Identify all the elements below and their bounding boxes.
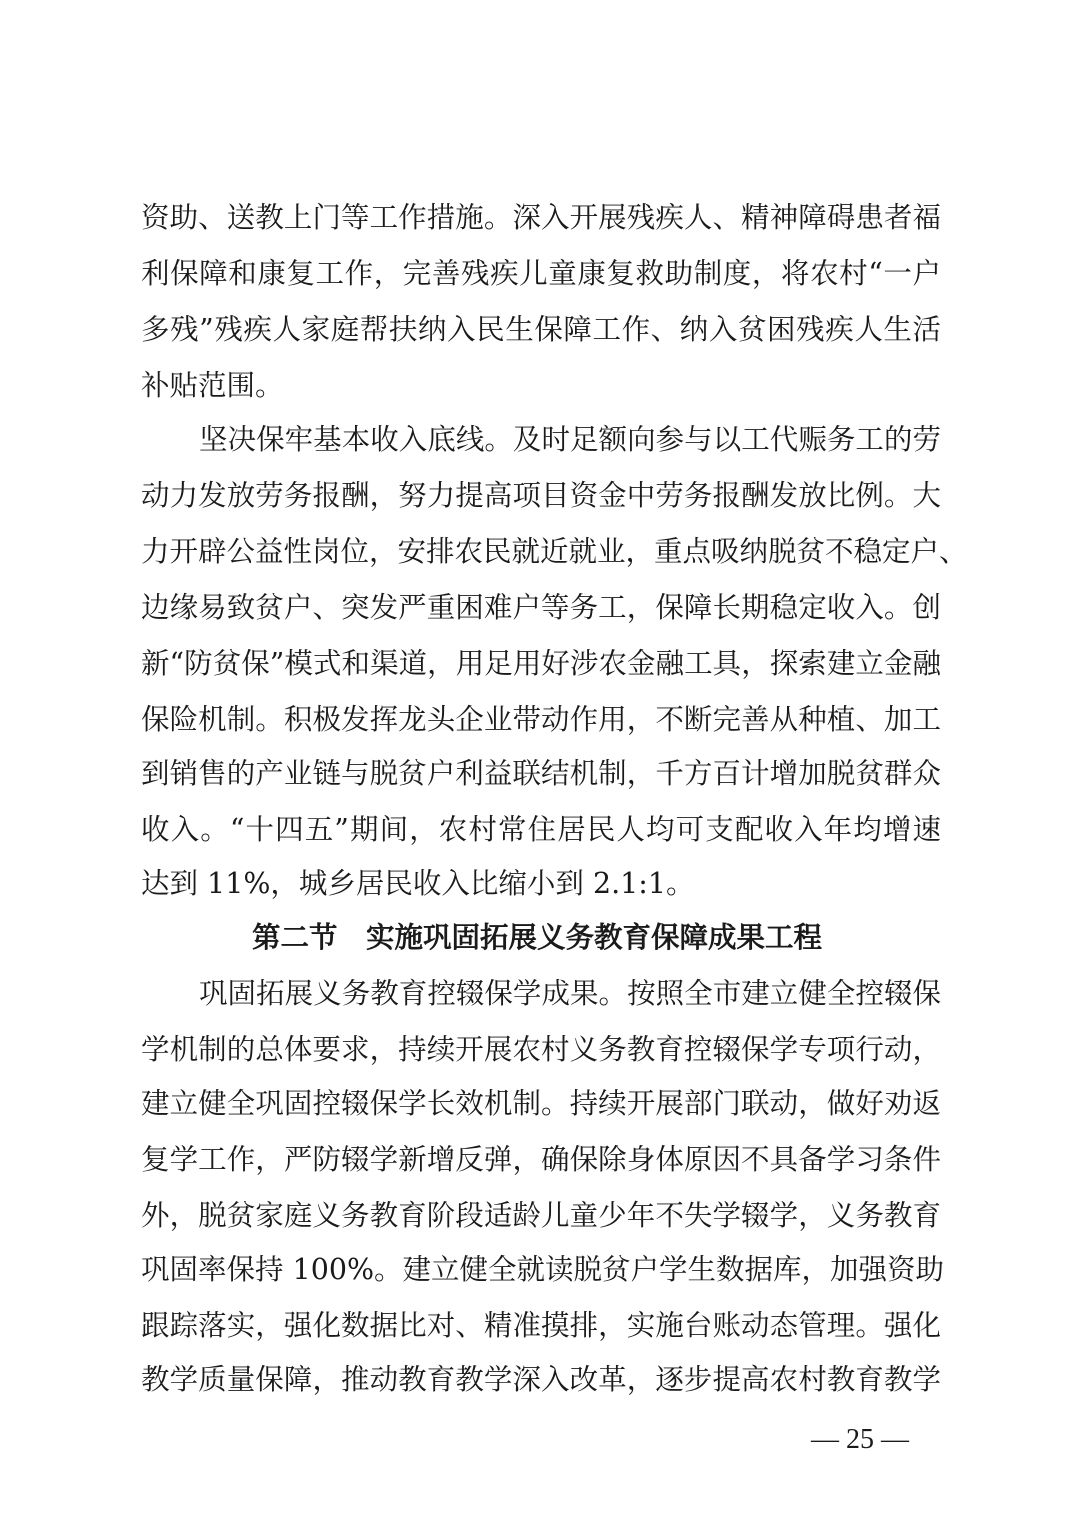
paragraph-2-line: 保险机制。积极发挥龙头企业带动作用，不断完善从种植、加工 bbox=[141, 703, 941, 736]
paragraph-3-line: 外，脱贫家庭义务教育阶段适龄儿童少年不失学辍学，义务教育 bbox=[141, 1199, 941, 1232]
paragraph-3-line: 教学质量保障，推动教育教学深入改革，逐步提高农村教育教学 bbox=[141, 1363, 941, 1396]
paragraph-3-line: 巩固率保持 100%。建立健全就读脱贫户学生数据库，加强资助 bbox=[141, 1253, 945, 1286]
paragraph-3-line: 学机制的总体要求，持续开展农村义务教育控辍保学专项行动， bbox=[141, 1033, 941, 1066]
paragraph-1-line: 利保障和康复工作，完善残疾儿童康复救助制度，将农村“一户 bbox=[141, 257, 941, 290]
paragraph-2-line: 新“防贫保”模式和渠道，用足用好涉农金融工具，探索建立金融 bbox=[141, 647, 941, 680]
paragraph-2-line: 力开辟公益性岗位，安排农民就近就业，重点吸纳脱贫不稳定户、 bbox=[141, 535, 968, 568]
paragraph-2-line: 达到 11%，城乡居民收入比缩小到 2.1:1。 bbox=[141, 867, 695, 900]
paragraph-2-line: 收入。“十四五”期间，农村常住居民人均可支配收入年均增速 bbox=[141, 813, 941, 846]
paragraph-2-line: 坚决保牢基本收入底线。及时足额向参与以工代赈务工的劳 bbox=[199, 423, 941, 456]
paragraph-3-line: 建立健全巩固控辍保学长效机制。持续开展部门联动，做好劝返 bbox=[141, 1087, 941, 1120]
paragraph-1-line: 资助、送教上门等工作措施。深入开展残疾人、精神障碍患者福 bbox=[141, 201, 941, 234]
paragraph-2-line: 到销售的产业链与脱贫户利益联结机制，千方百计增加脱贫群众 bbox=[141, 757, 941, 790]
paragraph-2-line: 边缘易致贫户、突发严重困难户等务工，保障长期稳定收入。创 bbox=[141, 591, 941, 624]
paragraph-2-line: 动力发放劳务报酬，努力提高项目资金中劳务报酬发放比例。大 bbox=[141, 479, 941, 512]
paragraph-3-line: 跟踪落实，强化数据比对、精准摸排，实施台账动态管理。强化 bbox=[141, 1309, 941, 1342]
paragraph-3-line: 复学工作，严防辍学新增反弹，确保除身体原因不具备学习条件 bbox=[141, 1143, 941, 1176]
section-heading: 第二节 实施巩固拓展义务教育保障成果工程 bbox=[251, 921, 822, 954]
page-number: — 25 — bbox=[811, 1424, 909, 1455]
paragraph-3-line: 巩固拓展义务教育控辍保学成果。按照全市建立健全控辍保 bbox=[199, 977, 941, 1010]
paragraph-1-line: 多残”残疾人家庭帮扶纳入民生保障工作、纳入贫困残疾人生活 bbox=[141, 313, 941, 346]
paragraph-1-line: 补贴范围。 bbox=[141, 369, 284, 402]
